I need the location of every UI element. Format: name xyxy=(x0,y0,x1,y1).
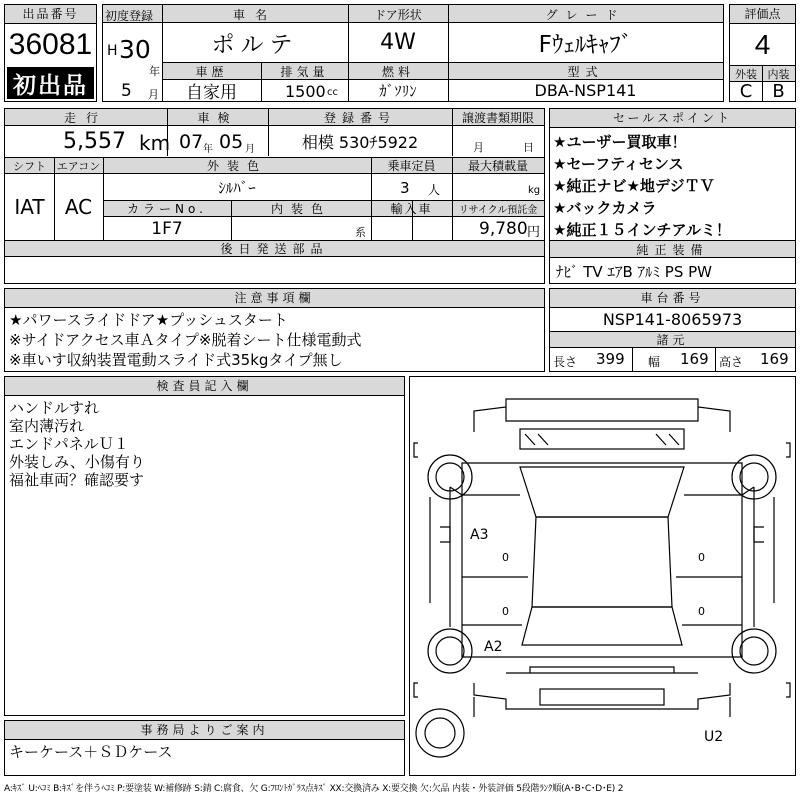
chassis-label: 車台番号 xyxy=(550,289,795,308)
lot-label: 出品番号 xyxy=(5,5,96,24)
mileage-label: 走行 xyxy=(63,111,108,125)
grade-label: グレード xyxy=(545,7,626,22)
capacity-label: 乗車定員 xyxy=(387,159,436,173)
sales-item: ★純正１５インチアルミ！ xyxy=(553,221,731,239)
door-type: 4W xyxy=(380,30,416,55)
ac: AC xyxy=(64,195,93,219)
inspector-line: 福祉車両？確認要す xyxy=(9,471,145,489)
legend: A:ｷｽﾞ U:ﾍｺﾐ B:ｷｽﾞを伴うﾍｺﾐ P:要塗装 W:補修跡 S:錆 C:腐食、欠 G:ﾌﾛﾝﾄｶﾞﾗｽ点ｷｽﾞ XX:交換済み X:要交換 欠:欠品 内装・外装評価 5段階ﾗﾝｸ順(A･B･C･D･E) 2 xyxy=(4,784,624,794)
plate-label: 登録番号 xyxy=(323,111,396,125)
color: ｼﾙﾊﾞｰ xyxy=(218,178,256,197)
inspector-line: 外装しみ、小傷有り xyxy=(9,453,145,471)
fuel-label: 燃料 xyxy=(381,64,414,79)
recycle-label: リサイクル預託金 xyxy=(458,205,538,216)
width: 169 xyxy=(680,350,709,368)
inspection-year: 07 xyxy=(179,131,204,153)
era: H xyxy=(107,43,118,59)
sales-label: セールスポイント xyxy=(550,109,795,128)
exterior-grade: C xyxy=(739,81,753,102)
inspector-line: ハンドルすれ xyxy=(9,399,100,417)
details-box: 走行 5,557 km 車検 07 年 05 月 登録番号 相模 530ﾁ5922 譲渡書類期限 月 日 シフト IAT エアコン AC 外装色 ｼﾙﾊﾞｰ 乗車定員 3 人 最大積載量 kg カラーNo. 1F7 内装色 系 輸入車 リサイクル預託金 9,780 円 後日発送部品 xyxy=(4,108,545,284)
inspector-line: 室内薄汚れ xyxy=(9,417,85,435)
inspector-line: エンドパネルＵ１ xyxy=(9,435,129,453)
interior-grade: B xyxy=(772,81,785,102)
first-listing-badge: 初出品 xyxy=(7,67,94,99)
load-label: 最大積載量 xyxy=(467,159,528,173)
lot-number: 36081 xyxy=(8,28,93,61)
color-label: 外装色 xyxy=(206,159,267,173)
plate-number: 相模 530ﾁ5922 xyxy=(301,133,419,152)
office-text: キーケース＋ＳＤケース xyxy=(9,743,173,761)
ac-label: エアコン xyxy=(56,159,101,173)
sales-item: ★ユーザー買取車！ xyxy=(553,133,687,151)
dims-label: 諸元 xyxy=(656,333,689,347)
damage-mark-a3: A3 xyxy=(470,527,489,543)
damage-mark-u2: U2 xyxy=(704,729,724,745)
score-box: 評価点 4 外装 内装 C B xyxy=(729,4,796,102)
grade: Fｳｪﾙｷｬﾌﾞ xyxy=(538,32,633,58)
color-no: 1F7 xyxy=(151,218,183,239)
door-label: ドア形状 xyxy=(374,7,422,22)
color-no-label: カラーNo. xyxy=(127,202,207,216)
chassis-number: NSP141-8065973 xyxy=(602,309,743,329)
transfer-label: 譲渡書類期限 xyxy=(461,111,534,125)
note-line: ★パワースライドドア★プッシュスタート xyxy=(9,311,288,329)
shift: IAT xyxy=(14,195,45,219)
displacement-label: 排気量 xyxy=(280,64,329,79)
first-reg-label: 初度登録 xyxy=(105,9,154,23)
history: 自家用 xyxy=(186,83,237,103)
notes-box xyxy=(4,288,545,372)
capacity: 3 xyxy=(400,179,410,197)
inspection-month: 05 xyxy=(219,131,244,153)
interior-color-label: 内装色 xyxy=(270,202,331,216)
mileage: 5,557 xyxy=(63,129,126,154)
sales-item: ★セーフティセンス xyxy=(553,155,684,173)
score: 4 xyxy=(754,28,771,60)
sales-item: ★バックカメラ xyxy=(553,199,657,217)
length: 399 xyxy=(596,350,625,368)
history-label: 車歴 xyxy=(195,64,228,79)
import-label: 輸入車 xyxy=(390,202,433,216)
name-label: 車名 xyxy=(232,7,277,22)
model-code: DBA-NSP141 xyxy=(534,81,637,100)
recycle-fee: 9,780 xyxy=(479,219,528,239)
equipment-label: 純正装備 xyxy=(636,242,709,257)
first-reg-month: 5 xyxy=(121,81,132,101)
car-outline xyxy=(410,377,794,774)
office-label: 事務局よりご案内 xyxy=(5,721,404,740)
height: 169 xyxy=(760,350,789,368)
equipment: ﾅﾋﾞ TV ｴｱB ｱﾙﾐ PS PW xyxy=(556,263,712,281)
note-line: ※車いす収納装置電動スライド式35kgタイプ無し xyxy=(9,351,343,369)
first-reg-year: 30 xyxy=(119,35,151,64)
inspection-label: 車検 xyxy=(197,111,238,125)
shift-label: シフト xyxy=(13,159,46,173)
later-parts-label: 後日発送部品 xyxy=(220,242,329,256)
notes-label: 注意事項欄 xyxy=(5,289,544,308)
office-box xyxy=(4,720,405,776)
damage-mark-a2: A2 xyxy=(484,639,503,655)
fuel: ｶﾞｿﾘﾝ xyxy=(379,82,417,100)
lot-box xyxy=(4,4,97,102)
damage-diagram: A3 A2 U2 0 0 0 0 xyxy=(409,376,796,776)
inspector-box xyxy=(4,376,405,716)
inspector-label: 検査員記入欄 xyxy=(5,377,404,396)
score-label: 評価点 xyxy=(730,5,795,24)
chassis-box: 車台番号 NSP141-8065973 諸元 長さ 399 幅 169 高さ 169 xyxy=(549,288,796,372)
vehicle-info-box: 初度登録 H 30 年 5 月 車名 ポルテ ドア形状 4W グレード Fｳｪﾙｷｬﾌﾞ 車歴 自家用 排気量 1500 cc 燃料 ｶﾞｿﾘﾝ 型式 DBA-NSP141 xyxy=(102,4,724,102)
displacement: 1500 xyxy=(285,82,326,101)
sales-item: ★純正ナビ★地デジＴＶ xyxy=(553,177,715,195)
car-name: ポルテ xyxy=(211,32,299,58)
note-line: ※サイドアクセス車Ａタイプ※脱着シート仕様電動式 xyxy=(9,331,362,349)
model-label: 型式 xyxy=(567,64,604,79)
sales-points-box xyxy=(549,108,796,284)
